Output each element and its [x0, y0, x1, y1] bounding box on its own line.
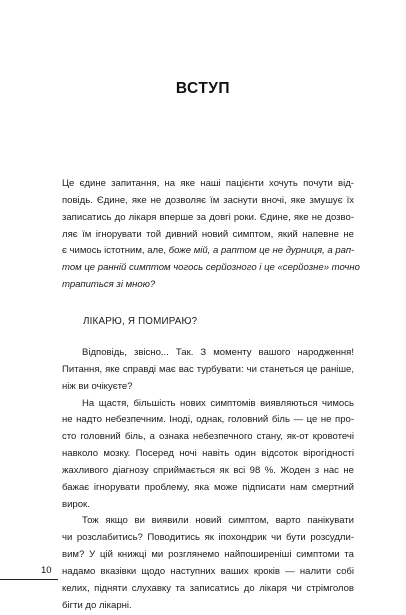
text-line: ніж ви очікуєте?: [62, 380, 133, 392]
text-line: Тож якщо ви виявили новий симптом, варто панікувати: [82, 515, 354, 527]
text-line: повідь. Єдине, яке не дозволяє їм заснути вночі, яке змушує їх: [62, 194, 354, 206]
text-line: навколо мозку. Посеред ночі навіть один відсоток вірогідності: [62, 448, 354, 460]
text-line: [62, 260, 360, 277]
text-line: чи розслабитись? Поводитись як іпохондрик чи бути розсудли-: [62, 532, 354, 544]
text-segment: є чимось істотним, але,: [62, 245, 169, 257]
intro-paragraph: [62, 176, 360, 294]
text-line: Питання, яке справді має вас турбувати: чи станеться це раніше,: [62, 363, 354, 375]
text-line: записатись до лікаря вперше за довгі роки. Єдине, яке не дозво-: [62, 211, 354, 223]
chapter-title: ВСТУП: [175, 80, 231, 97]
body-text: [62, 345, 354, 615]
page-number: 10: [41, 565, 52, 576]
footer-rule: [0, 579, 58, 580]
text-line: жахливого діагнозу сприймається як всі 98 %. Жоден з нас не: [62, 464, 354, 476]
italic-segment: боже мій, а раптом це не дурниця, а рап-: [168, 245, 355, 257]
text-line: Це єдине запитання, на яке наші пацієнти хочуть почути від-: [62, 178, 354, 189]
text-line: [62, 243, 354, 260]
text-line: Відповідь, звісно... Так. З моменту вашого народження!: [82, 347, 354, 358]
section-heading: ЛІКАРЮ, Я ПОМИРАЮ?: [83, 316, 198, 327]
text-line: надамо вказівки щодо наступних ваших кроків — налити собі: [62, 565, 354, 577]
text-line: На щастя, більшість нових симптомів виявляються чимось: [82, 397, 354, 409]
text-line: вирок.: [62, 498, 90, 510]
text-line: келих, підняти слухавку та записатись до лікаря чи стрімголов: [62, 582, 354, 594]
text-line: сто головний біль, а ознака небезпечного стану, як-от кровотечі: [62, 431, 354, 443]
text-line: не надто небезпечним. Іноді, однак, головний біль — це не про-: [62, 414, 354, 426]
italic-segment: том це ранній симптом чогось серйозного і це «серйозне» точно: [62, 262, 360, 274]
text-line: бажає ігнорувати проблему, яка може підписати нам смертний: [62, 481, 354, 493]
text-line: [62, 277, 354, 294]
italic-segment: трапиться зі мною?: [62, 279, 156, 291]
text-line: ляє їм ігнорувати той дивний новий симптом, який напевне не: [62, 228, 354, 240]
text-line: бігти до лікарні.: [62, 599, 132, 611]
text-line: вим? У цій книжці ми розглянемо найпоширеніші симптоми та: [62, 549, 354, 561]
